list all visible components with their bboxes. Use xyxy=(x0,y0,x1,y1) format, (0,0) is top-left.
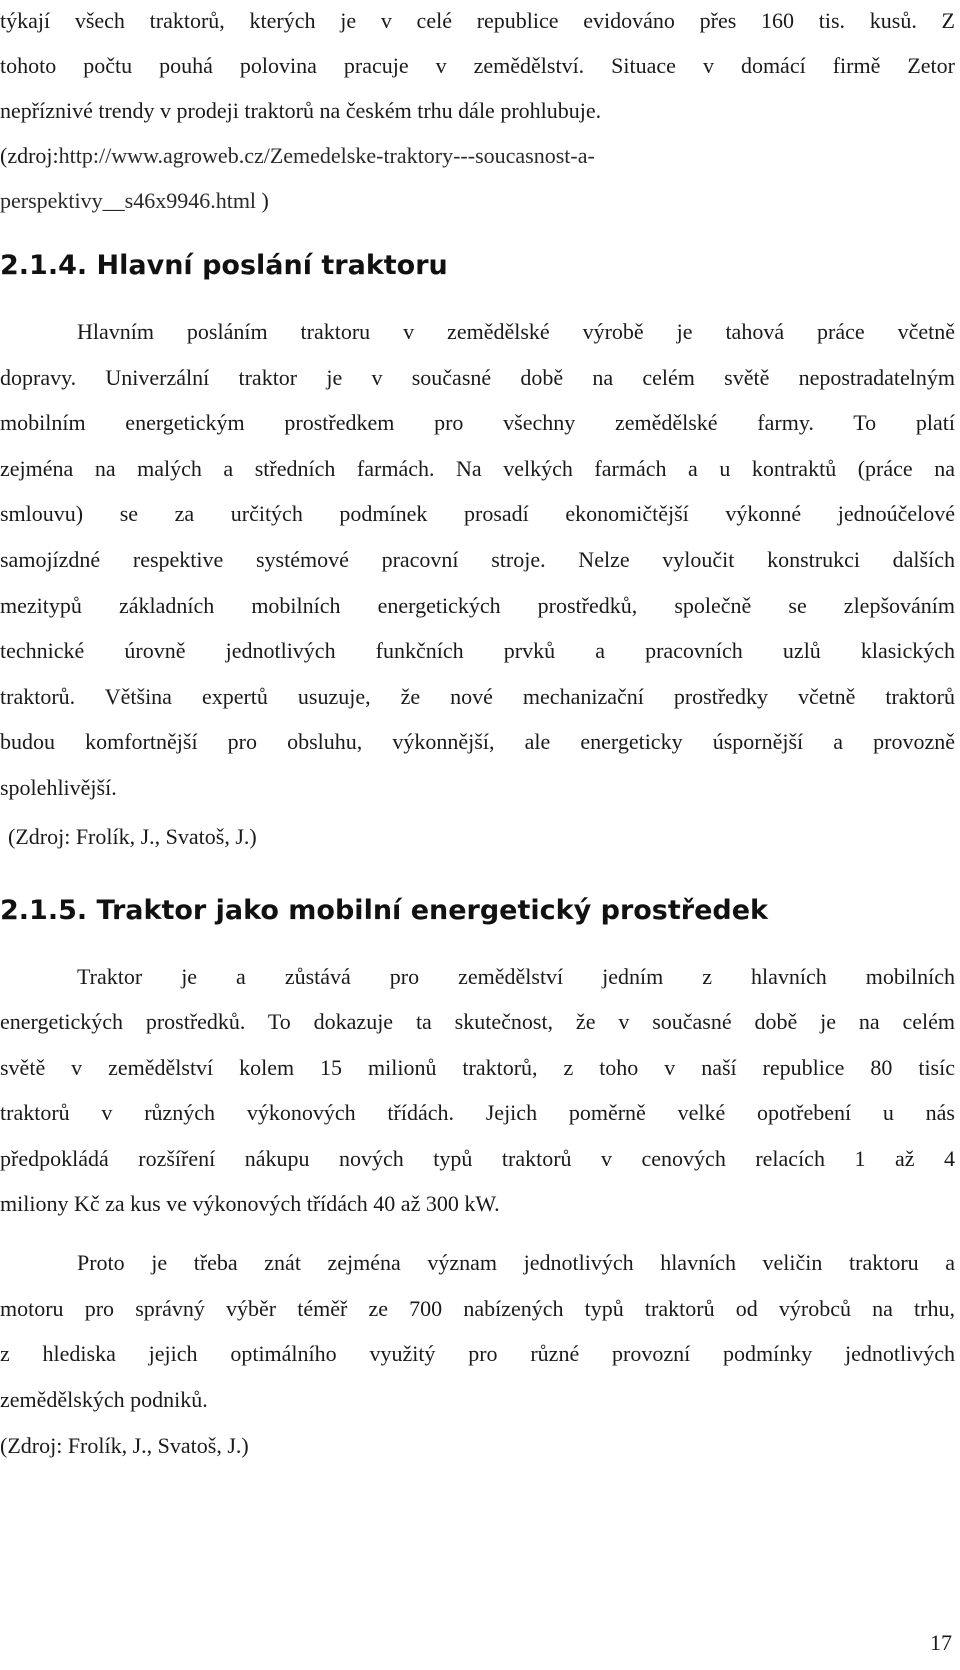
paragraph-line: energetických prostředků. To dokazuje ta skutečnost, že v současné době je na celém xyxy=(0,1009,955,1035)
paragraph-line: Hlavním posláním traktoru v zemědělské výrobě je tahová práce včetně xyxy=(77,319,955,344)
section-2-1-5-paragraph-2 xyxy=(0,1240,955,1422)
source-url-link-continued[interactable]: perspektivy__s46x9946.html xyxy=(0,188,257,213)
paragraph-line: mobilním energetickým prostředkem pro všechny zemědělské farmy. To platí xyxy=(0,410,955,436)
paragraph-line: Proto je třeba znát zejména význam jednotlivých hlavních veličin traktoru a xyxy=(77,1250,955,1275)
section-2-1-5-paragraph-1 xyxy=(0,954,955,1226)
page-number: 17 xyxy=(930,1630,952,1655)
paragraph-line: dopravy. Univerzální traktor je v současné době na celém světě nepostradatelným xyxy=(0,364,955,390)
section-heading-2-1-5: 2.1.5. Traktor jako mobilní energetický prostředek xyxy=(0,895,769,926)
source-suffix: ) xyxy=(256,188,269,213)
top-paragraph xyxy=(0,0,955,223)
paragraph-line: předpokládá rozšíření nákupu nových typů traktorů v cenových relacích 1 až 4 xyxy=(0,1145,955,1171)
paragraph-line: z hlediska jejich optimálního využitý pro různé provozní podmínky jednotlivých xyxy=(0,1341,955,1367)
paragraph-line: technické úrovně jednotlivých funkčních prvků a pracovních uzlů klasických xyxy=(0,638,955,664)
top-paragraph-line-1: týkají všech traktorů, kterých je v celé republice evidováno přes 160 tis. kusů. Z xyxy=(0,8,955,33)
section-2-1-4-paragraph xyxy=(0,309,955,811)
section-2-1-4-source: (Zdroj: Frolík, J., Svatoš, J.) xyxy=(8,824,257,849)
top-paragraph-line-2: tohoto počtu pouhá polovina pracuje v zemědělství. Situace v domácí firmě Zetor xyxy=(0,53,955,78)
top-paragraph-line-3: nepříznivé trendy v prodeji traktorů na českém trhu dále prohlubuje. xyxy=(0,98,602,123)
paragraph-line: motoru pro správný výběr téměř ze 700 nabízených typů traktorů od výrobců na trhu, xyxy=(0,1295,955,1321)
paragraph-line: traktorů v různých výkonových třídách. Jejich poměrně velké opotřebení u nás xyxy=(0,1100,955,1126)
paragraph-line: zemědělských podniků. xyxy=(0,1386,208,1412)
section-heading-2-1-4: 2.1.4. Hlavní poslání traktoru xyxy=(0,250,448,281)
paragraph-line: Traktor je a zůstává pro zemědělství jedním z hlavních mobilních xyxy=(77,964,955,989)
paragraph-line: mezitypů základních mobilních energetických prostředků, společně se zlepšováním xyxy=(0,592,955,618)
paragraph-line: světě v zemědělství kolem 15 milionů traktorů, z toho v naší republice 80 tisíc xyxy=(0,1054,955,1080)
top-source-line-1 xyxy=(0,133,955,178)
top-source-line-2 xyxy=(0,178,955,223)
paragraph-line: smlouvu) se za určitých podmínek prosadí ekonomičtější výkonné jednoúčelové xyxy=(0,501,955,527)
paragraph-line: traktorů. Většina expertů usuzuje, že nové mechanizační prostředky včetně traktorů xyxy=(0,683,955,709)
paragraph-line: budou komfortnější pro obsluhu, výkonnější, ale energeticky úspornější a provozně xyxy=(0,729,955,755)
paragraph-line: zejména na malých a středních farmách. Na velkých farmách a u kontraktů (práce na xyxy=(0,455,955,481)
source-prefix: (zdroj: xyxy=(0,143,59,168)
section-2-1-5-source: (Zdroj: Frolík, J., Svatoš, J.) xyxy=(0,1433,249,1458)
paragraph-line: spolehlivější. xyxy=(0,774,117,800)
paragraph-line: samojízdné respektive systémové pracovní stroje. Nelze vyloučit konstrukci dalších xyxy=(0,546,955,572)
paragraph-line: miliony Kč za kus ve výkonových třídách 40 až 300 kW. xyxy=(0,1191,500,1217)
source-url-link[interactable]: http://www.agroweb.cz/Zemedelske-traktory---soucasnost-a- xyxy=(58,143,595,168)
